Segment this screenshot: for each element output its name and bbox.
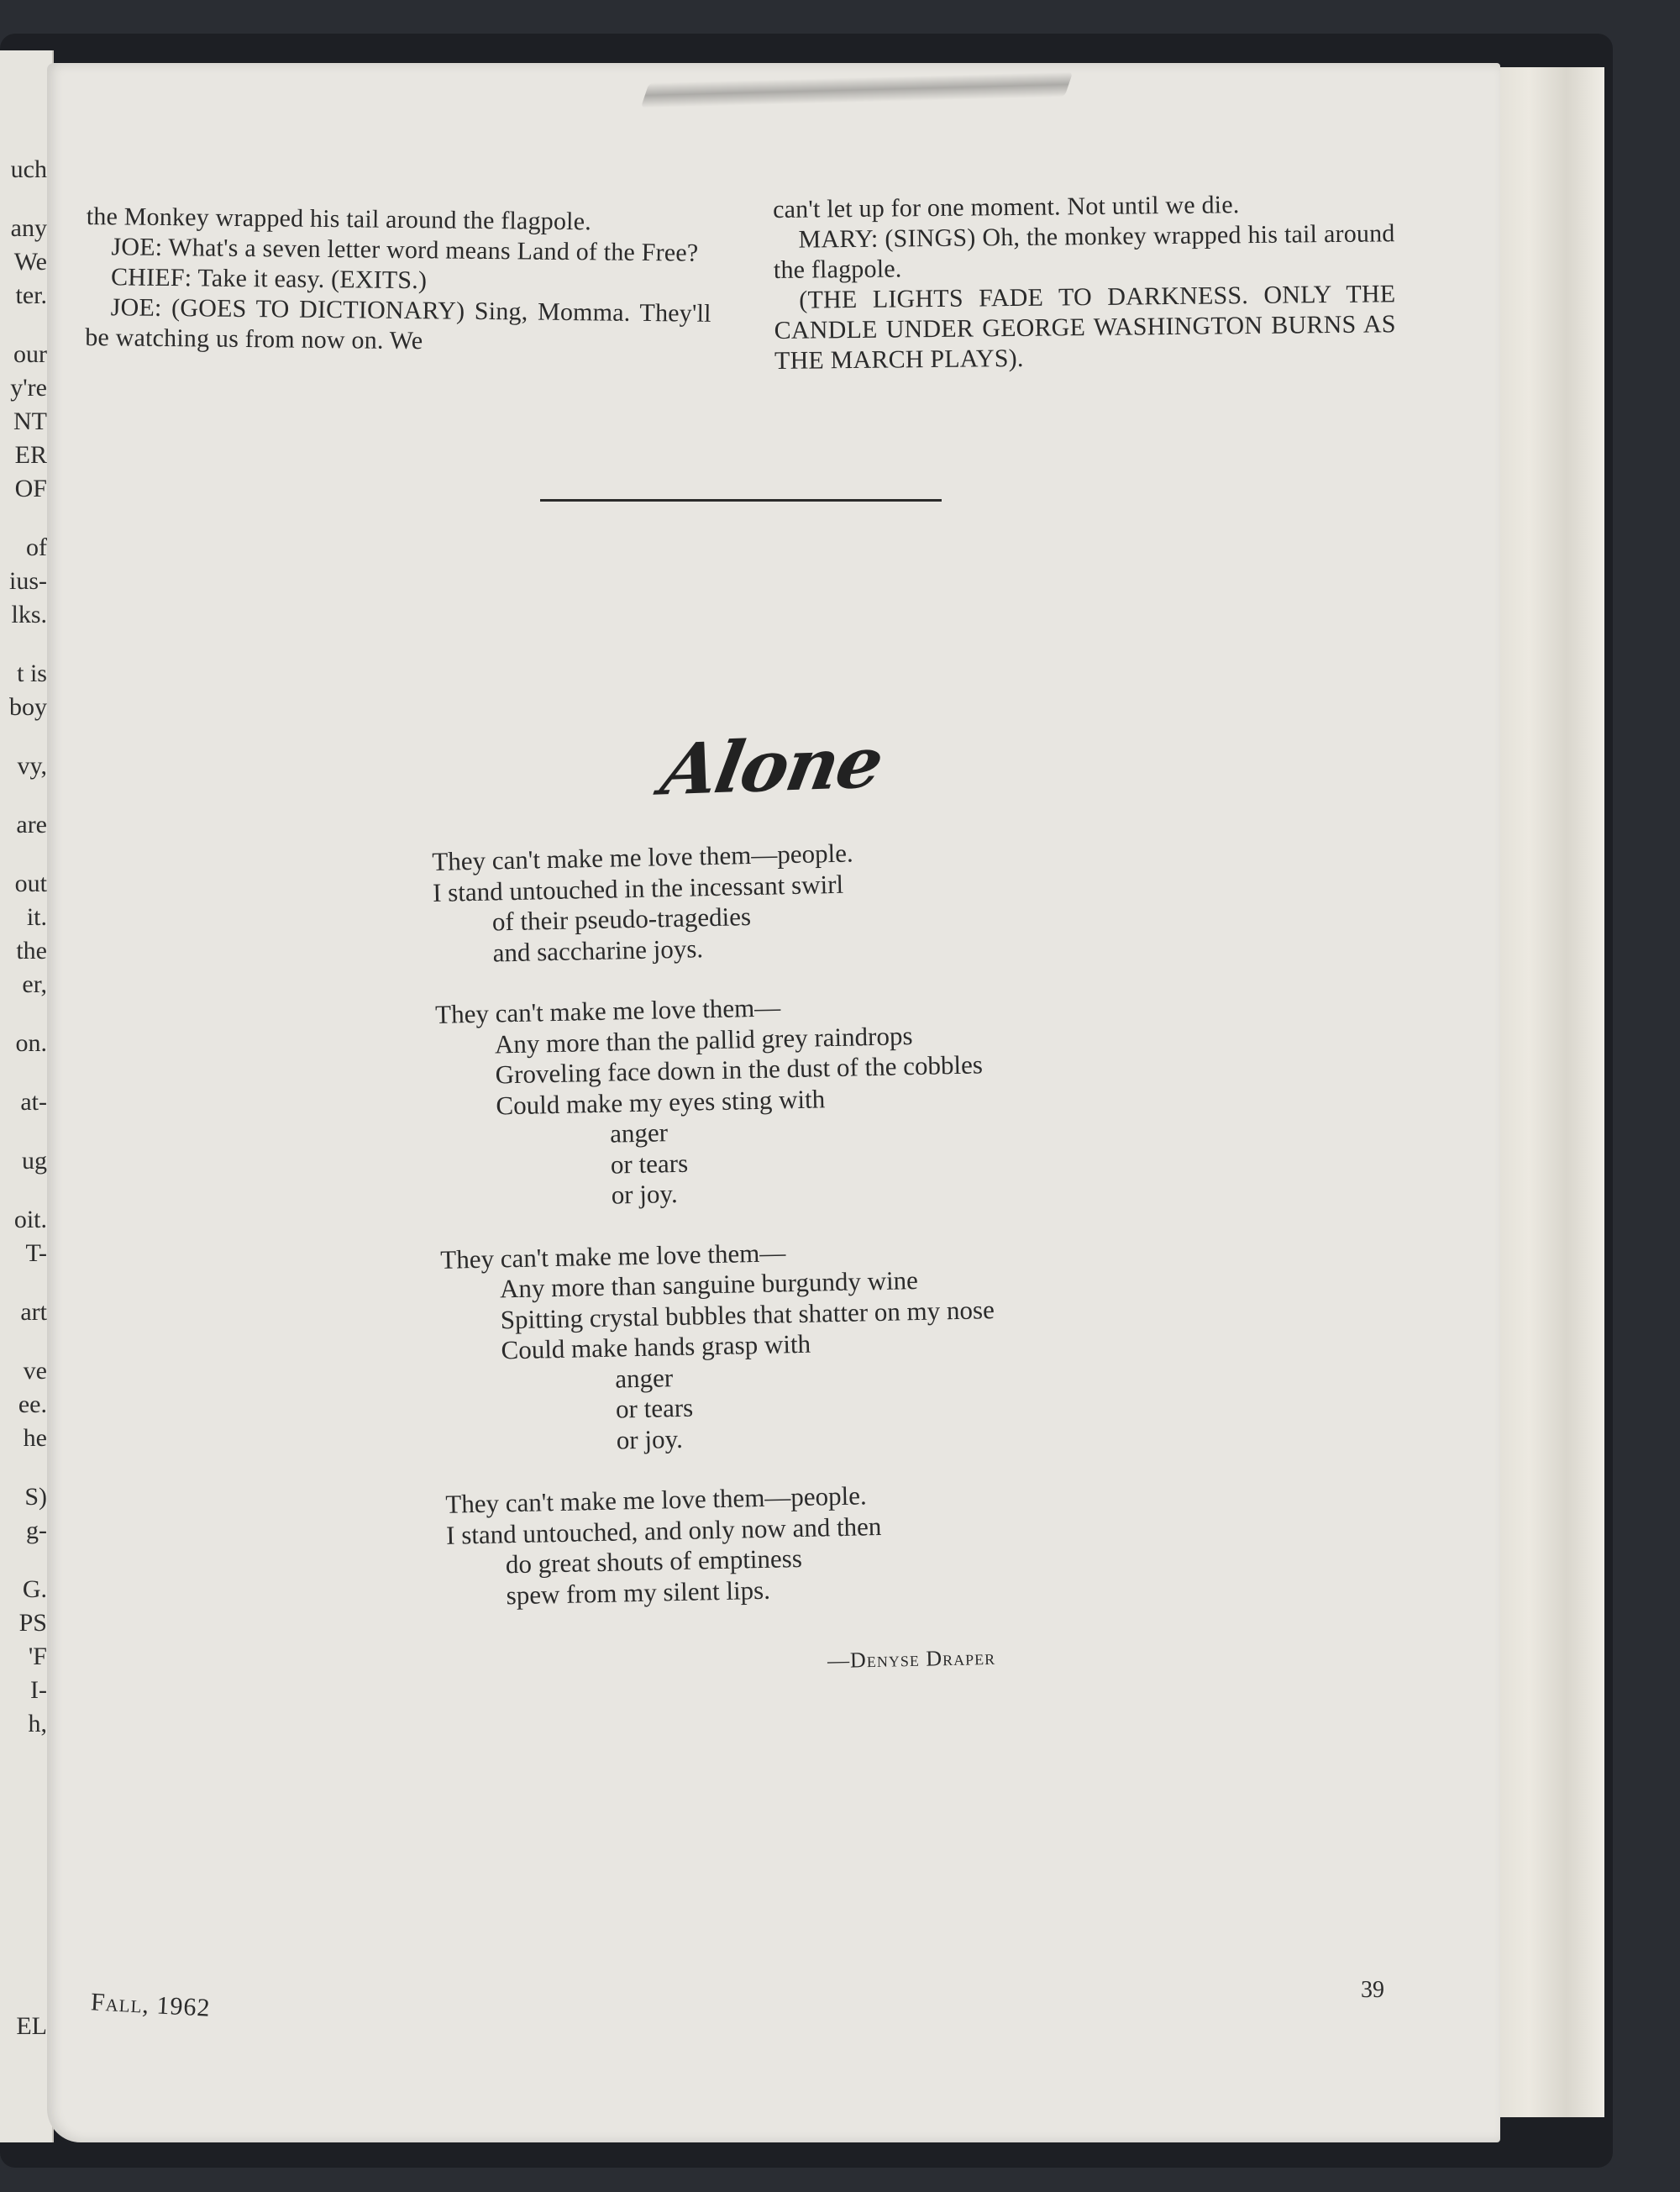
previous-page-text-fragment: We [13,248,47,276]
text-column-right [773,188,1396,376]
poem-stanza [435,984,1195,1214]
previous-page-text-fragment: ER [14,441,47,469]
section-divider [540,499,942,502]
poem-line: do great shouts of emptiness [505,1543,803,1580]
poem-line: They can't make me love them—people. [445,1480,868,1519]
poem-line: Any more than the pallid grey raindrops [494,1020,913,1059]
poem-line: I stand untouched in the incessant swirl [432,869,844,907]
previous-page-text-fragment: ve [23,1357,47,1385]
poem-line: Spitting crystal bubbles that shatter on my nose [500,1294,995,1334]
poem-line: or joy. [616,1423,684,1455]
previous-page-text-fragment: G. [22,1575,47,1603]
previous-page-text-fragment: EL [16,2012,47,2040]
poem-line: Any more than sanguine burgundy wine [499,1264,919,1304]
poem-line: and saccharine joys. [492,933,704,968]
previous-page-text-fragment: NT [13,407,47,435]
previous-page-text-fragment: OF [14,475,47,502]
previous-page-text-fragment: T- [25,1239,47,1267]
previous-page-text-fragment: uch [10,155,47,183]
paragraph: CHIEF: Take it easy. (EXITS.) [110,263,428,295]
poem-line: anger [614,1362,674,1394]
previous-page-text-fragment: ee. [18,1390,47,1418]
poem-line: Could make hands grasp with [501,1328,811,1365]
poem-line: Could make my eyes sting with [496,1083,826,1120]
previous-page-text-fragment: any [10,214,47,242]
poem-line: Groveling face down in the dust of the cobbles [495,1049,984,1090]
poem-stanza [432,831,1190,970]
paragraph: the Monkey wrapped his tail around the flagpole. [86,202,592,236]
poem-author: —Denyse Draper [827,1644,996,1674]
previous-page-text-fragment: PS [18,1609,47,1637]
previous-page-text-fragment: our [13,340,47,368]
previous-page-text-fragment: are [16,811,47,838]
previous-page-text-fragment: at- [20,1088,47,1116]
previous-page-text-fragment: g- [26,1517,47,1544]
paragraph: JOE: (GOES TO DICTIONARY) Sing, Momma. They'll be watching us from now on. We [85,293,711,355]
previous-page-text-fragment: er, [22,970,47,998]
previous-page-edge [0,50,54,2142]
text-column-left [85,202,712,360]
paragraph: (THE LIGHTS FADE TO DARKNESS. ONLY THE CANDLE UNDER GEORGE WASHINGTON BURNS AS THE MARCH PLAYS). [774,280,1396,375]
previous-page-text-fragment: ug [22,1147,47,1175]
poem-line: They can't make me love them— [434,992,781,1029]
previous-page-text-fragment: lks. [11,601,47,628]
poem-line: or tears [615,1392,694,1424]
previous-page-text-fragment: ius- [9,567,47,595]
paragraph: MARY: (SINGS) Oh, the monkey wrapped his tail around the flagpole. [773,219,1395,284]
poem-line: They can't make me love them— [439,1237,786,1275]
previous-page-text-fragment: it. [26,903,47,931]
poem-title: Alone [655,720,889,812]
previous-page-text-fragment: t is [17,660,47,687]
page-number: 39 [1361,1977,1384,2003]
paragraph: can't let up for one moment. Not until we die. [773,191,1240,223]
previous-page-text-fragment: on. [15,1029,47,1057]
poem-stanza [445,1474,1204,1612]
poem-line: I stand untouched, and only now and then [445,1511,882,1550]
poem-stanza [440,1229,1200,1459]
poem-line: anger [609,1117,669,1149]
previous-page-text-fragment: he [23,1424,47,1452]
previous-page-text-fragment: vy, [17,752,47,780]
previous-page-text-fragment: ter. [15,281,47,309]
previous-page-text-fragment: out [14,870,47,897]
previous-page-text-fragment: y're [10,374,47,402]
previous-page-text-fragment: I- [30,1676,47,1704]
previous-page-text-fragment: 'F [28,1643,47,1670]
previous-page-text-fragment: S) [24,1483,47,1511]
poem-line: They can't make me love them—people. [432,838,854,876]
poem-line: spew from my silent lips. [506,1574,771,1610]
previous-page-text-fragment: oit. [13,1206,47,1233]
previous-page-text-fragment: art [20,1298,47,1326]
previous-page-text-fragment: the [16,937,47,965]
poem-line: or joy. [611,1178,679,1210]
previous-page-text-fragment: of [26,534,47,561]
poem-line: of their pseudo-tragedies [491,902,752,937]
paragraph: JOE: What's a seven letter word means Land of the Free? [111,233,699,267]
poem-line: or tears [610,1148,689,1180]
issue-footer: Fall, 1962 [90,1988,212,2022]
poem-body [432,831,1205,1643]
previous-page-text-fragment: h, [28,1710,47,1737]
previous-page-text-fragment: boy [9,693,47,721]
